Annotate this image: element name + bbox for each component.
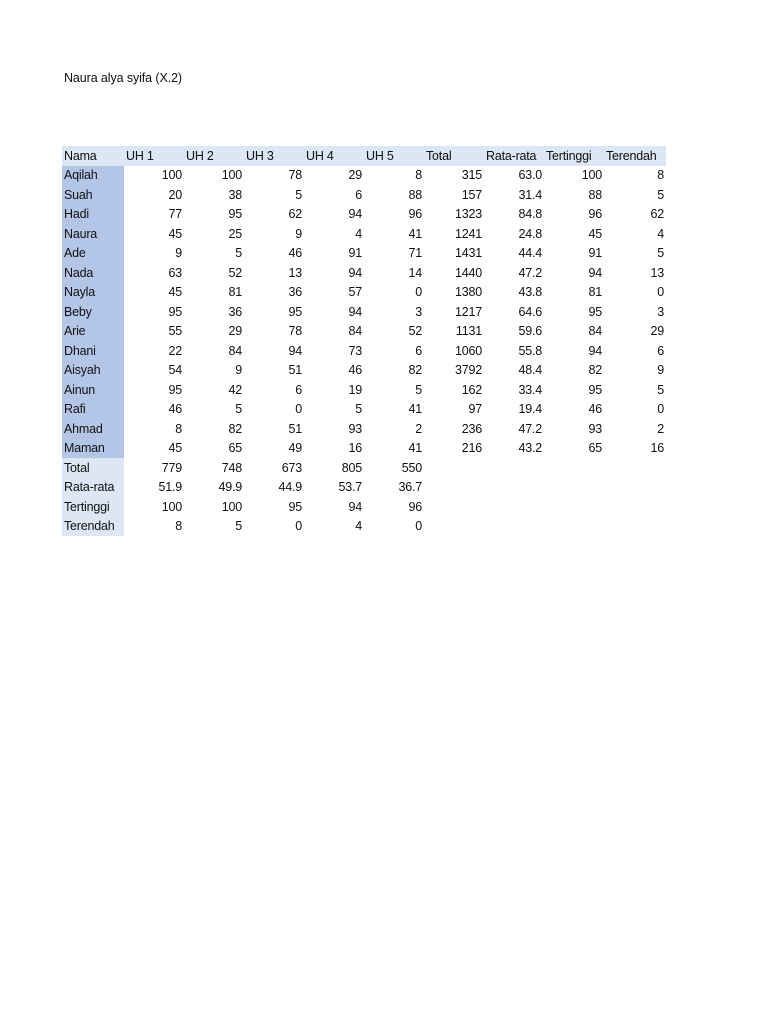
score-cell: 6 [657, 343, 664, 358]
score-cell: 157 [461, 187, 482, 202]
summary-label-cell: Rata-rata [62, 478, 124, 498]
score-cell: 236 [461, 421, 482, 436]
table-row [62, 400, 666, 420]
summary-value-cell: 100 [221, 499, 242, 514]
summary-value-cell: 805 [341, 460, 362, 475]
score-cell: 162 [461, 382, 482, 397]
score-cell: 16 [650, 441, 664, 456]
table-row [62, 263, 666, 283]
score-cell: 24.8 [518, 226, 542, 241]
score-cell: 78 [288, 168, 302, 183]
score-cell: 45 [588, 226, 602, 241]
student-name-cell: Beby [62, 302, 124, 322]
score-cell: 77 [168, 207, 182, 222]
score-cell: 64.6 [518, 304, 542, 319]
student-name-cell: Aisyah [62, 361, 124, 381]
score-cell: 94 [348, 207, 362, 222]
score-cell: 1323 [454, 207, 482, 222]
score-cell: 36 [228, 304, 242, 319]
grades-table [62, 146, 666, 536]
column-header-rata-rata: Rata-rata [484, 146, 544, 166]
score-cell: 43.8 [518, 285, 542, 300]
column-header-uh-2: UH 2 [184, 146, 244, 166]
score-cell: 1431 [454, 246, 482, 261]
student-name-cell: Ainun [62, 380, 124, 400]
score-cell: 95 [168, 382, 182, 397]
score-cell: 29 [228, 324, 242, 339]
summary-value-cell: 550 [401, 460, 422, 475]
score-cell: 2 [657, 421, 664, 436]
score-cell: 4 [657, 226, 664, 241]
student-name-cell: Hadi [62, 205, 124, 225]
score-cell: 84 [588, 324, 602, 339]
score-cell: 41 [408, 226, 422, 241]
score-cell: 88 [408, 187, 422, 202]
summary-value-cell: 94 [348, 499, 362, 514]
column-header-terendah: Terendah [604, 146, 666, 166]
score-cell: 96 [408, 207, 422, 222]
score-cell: 84 [228, 343, 242, 358]
column-header-tertinggi: Tertinggi [544, 146, 604, 166]
score-cell: 95 [288, 304, 302, 319]
score-cell: 52 [228, 265, 242, 280]
score-cell: 31.4 [518, 187, 542, 202]
score-cell: 8 [415, 168, 422, 183]
score-cell: 59.6 [518, 324, 542, 339]
score-cell: 29 [650, 324, 664, 339]
score-cell: 94 [348, 265, 362, 280]
summary-value-cell: 95 [288, 499, 302, 514]
score-cell: 1060 [454, 343, 482, 358]
score-cell: 4 [355, 226, 362, 241]
table-row [62, 361, 666, 381]
summary-value-cell: 5 [235, 519, 242, 534]
score-cell: 46 [288, 246, 302, 261]
score-cell: 0 [657, 285, 664, 300]
score-cell: 81 [228, 285, 242, 300]
score-cell: 5 [355, 402, 362, 417]
table-row [62, 380, 666, 400]
score-cell: 82 [228, 421, 242, 436]
summary-value-cell: 100 [161, 499, 182, 514]
table-row [62, 205, 666, 225]
score-cell: 47.2 [518, 421, 542, 436]
score-cell: 49 [288, 441, 302, 456]
score-cell: 84.8 [518, 207, 542, 222]
score-cell: 71 [408, 246, 422, 261]
score-cell: 62 [650, 207, 664, 222]
score-cell: 78 [288, 324, 302, 339]
score-cell: 65 [588, 441, 602, 456]
score-cell: 47.2 [518, 265, 542, 280]
score-cell: 9 [657, 363, 664, 378]
score-cell: 5 [415, 382, 422, 397]
summary-label-cell: Terendah [62, 517, 124, 537]
score-cell: 46 [168, 402, 182, 417]
score-cell: 94 [588, 343, 602, 358]
score-cell: 13 [288, 265, 302, 280]
score-cell: 62 [288, 207, 302, 222]
table-row [62, 224, 666, 244]
table-row [62, 341, 666, 361]
score-cell: 95 [228, 207, 242, 222]
student-name-cell: Maman [62, 439, 124, 459]
table-row [62, 244, 666, 264]
score-cell: 94 [588, 265, 602, 280]
summary-value-cell: 8 [175, 519, 182, 534]
score-cell: 1380 [454, 285, 482, 300]
score-cell: 100 [161, 168, 182, 183]
score-cell: 45 [168, 285, 182, 300]
score-cell: 16 [348, 441, 362, 456]
summary-value-cell: 44.9 [278, 480, 302, 495]
student-name-cell: Nada [62, 263, 124, 283]
score-cell: 8 [657, 168, 664, 183]
score-cell: 22 [168, 343, 182, 358]
score-cell: 45 [168, 226, 182, 241]
summary-value-cell: 53.7 [338, 480, 362, 495]
score-cell: 81 [588, 285, 602, 300]
summary-label-cell: Total [62, 458, 124, 478]
score-cell: 41 [408, 402, 422, 417]
score-cell: 29 [348, 168, 362, 183]
score-cell: 6 [355, 187, 362, 202]
score-cell: 1217 [454, 304, 482, 319]
score-cell: 6 [295, 382, 302, 397]
table-row [62, 283, 666, 303]
score-cell: 84 [348, 324, 362, 339]
score-cell: 51 [288, 421, 302, 436]
summary-value-cell: 0 [295, 519, 302, 534]
student-name-cell: Aqilah [62, 166, 124, 186]
score-cell: 5 [657, 246, 664, 261]
score-cell: 45 [168, 441, 182, 456]
score-cell: 44.4 [518, 246, 542, 261]
score-cell: 100 [221, 168, 242, 183]
student-name-cell: Dhani [62, 341, 124, 361]
score-cell: 33.4 [518, 382, 542, 397]
summary-label-cell: Tertinggi [62, 497, 124, 517]
score-cell: 97 [468, 402, 482, 417]
score-cell: 8 [175, 421, 182, 436]
student-name-cell: Ahmad [62, 419, 124, 439]
score-cell: 94 [348, 304, 362, 319]
student-name-cell: Naura [62, 224, 124, 244]
score-cell: 46 [588, 402, 602, 417]
summary-value-cell: 4 [355, 519, 362, 534]
score-cell: 94 [288, 343, 302, 358]
column-header-uh-1: UH 1 [124, 146, 184, 166]
score-cell: 55.8 [518, 343, 542, 358]
score-cell: 73 [348, 343, 362, 358]
summary-value-cell: 49.9 [218, 480, 242, 495]
summary-value-cell: 673 [281, 460, 302, 475]
score-cell: 3792 [454, 363, 482, 378]
score-cell: 42 [228, 382, 242, 397]
score-cell: 9 [175, 246, 182, 261]
table-row [62, 166, 666, 186]
summary-value-cell: 51.9 [158, 480, 182, 495]
score-cell: 54 [168, 363, 182, 378]
score-cell: 315 [461, 168, 482, 183]
score-cell: 52 [408, 324, 422, 339]
score-cell: 100 [581, 168, 602, 183]
score-cell: 96 [588, 207, 602, 222]
column-header-uh-3: UH 3 [244, 146, 304, 166]
score-cell: 93 [348, 421, 362, 436]
score-cell: 63.0 [518, 168, 542, 183]
score-cell: 82 [408, 363, 422, 378]
student-name-cell: Ade [62, 244, 124, 264]
score-cell: 82 [588, 363, 602, 378]
score-cell: 0 [657, 402, 664, 417]
score-cell: 63 [168, 265, 182, 280]
student-name-cell: Suah [62, 185, 124, 205]
score-cell: 3 [657, 304, 664, 319]
summary-row [62, 497, 666, 517]
column-header-uh-4: UH 4 [304, 146, 364, 166]
score-cell: 55 [168, 324, 182, 339]
score-cell: 5 [235, 402, 242, 417]
score-cell: 3 [415, 304, 422, 319]
summary-row [62, 458, 666, 478]
score-cell: 48.4 [518, 363, 542, 378]
summary-value-cell: 96 [408, 499, 422, 514]
score-cell: 36 [288, 285, 302, 300]
score-cell: 25 [228, 226, 242, 241]
score-cell: 88 [588, 187, 602, 202]
table-row [62, 185, 666, 205]
summary-value-cell: 0 [415, 519, 422, 534]
score-cell: 95 [588, 382, 602, 397]
header-row [62, 146, 666, 166]
summary-row [62, 478, 666, 498]
score-cell: 41 [408, 441, 422, 456]
table-row [62, 419, 666, 439]
table-row [62, 302, 666, 322]
score-cell: 13 [650, 265, 664, 280]
score-cell: 57 [348, 285, 362, 300]
score-cell: 20 [168, 187, 182, 202]
score-cell: 14 [408, 265, 422, 280]
column-header-total: Total [424, 146, 484, 166]
score-cell: 93 [588, 421, 602, 436]
table-body [62, 166, 666, 537]
score-cell: 51 [288, 363, 302, 378]
score-cell: 5 [235, 246, 242, 261]
student-name-cell: Rafi [62, 400, 124, 420]
score-cell: 91 [588, 246, 602, 261]
score-cell: 1440 [454, 265, 482, 280]
summary-value-cell: 748 [221, 460, 242, 475]
score-cell: 1131 [455, 324, 482, 339]
score-cell: 95 [168, 304, 182, 319]
score-cell: 95 [588, 304, 602, 319]
score-cell: 91 [348, 246, 362, 261]
score-cell: 65 [228, 441, 242, 456]
score-cell: 216 [461, 441, 482, 456]
score-cell: 9 [235, 363, 242, 378]
score-cell: 43.2 [518, 441, 542, 456]
summary-value-cell: 779 [161, 460, 182, 475]
column-header-nama: Nama [62, 146, 124, 166]
score-cell: 0 [295, 402, 302, 417]
score-cell: 0 [415, 285, 422, 300]
table-row [62, 439, 666, 459]
score-cell: 19.4 [518, 402, 542, 417]
score-cell: 9 [295, 226, 302, 241]
score-cell: 19 [348, 382, 362, 397]
student-name-cell: Arie [62, 322, 124, 342]
column-header-uh-5: UH 5 [364, 146, 424, 166]
score-cell: 6 [415, 343, 422, 358]
score-cell: 5 [295, 187, 302, 202]
student-name-cell: Nayla [62, 283, 124, 303]
summary-row [62, 517, 666, 537]
score-cell: 5 [657, 187, 664, 202]
score-cell: 2 [415, 421, 422, 436]
score-cell: 38 [228, 187, 242, 202]
score-cell: 46 [348, 363, 362, 378]
table-row [62, 322, 666, 342]
score-cell: 1241 [454, 226, 482, 241]
summary-value-cell: 36.7 [398, 480, 422, 495]
score-cell: 5 [657, 382, 664, 397]
document-title: Naura alya syifa (X.2) [64, 71, 182, 85]
